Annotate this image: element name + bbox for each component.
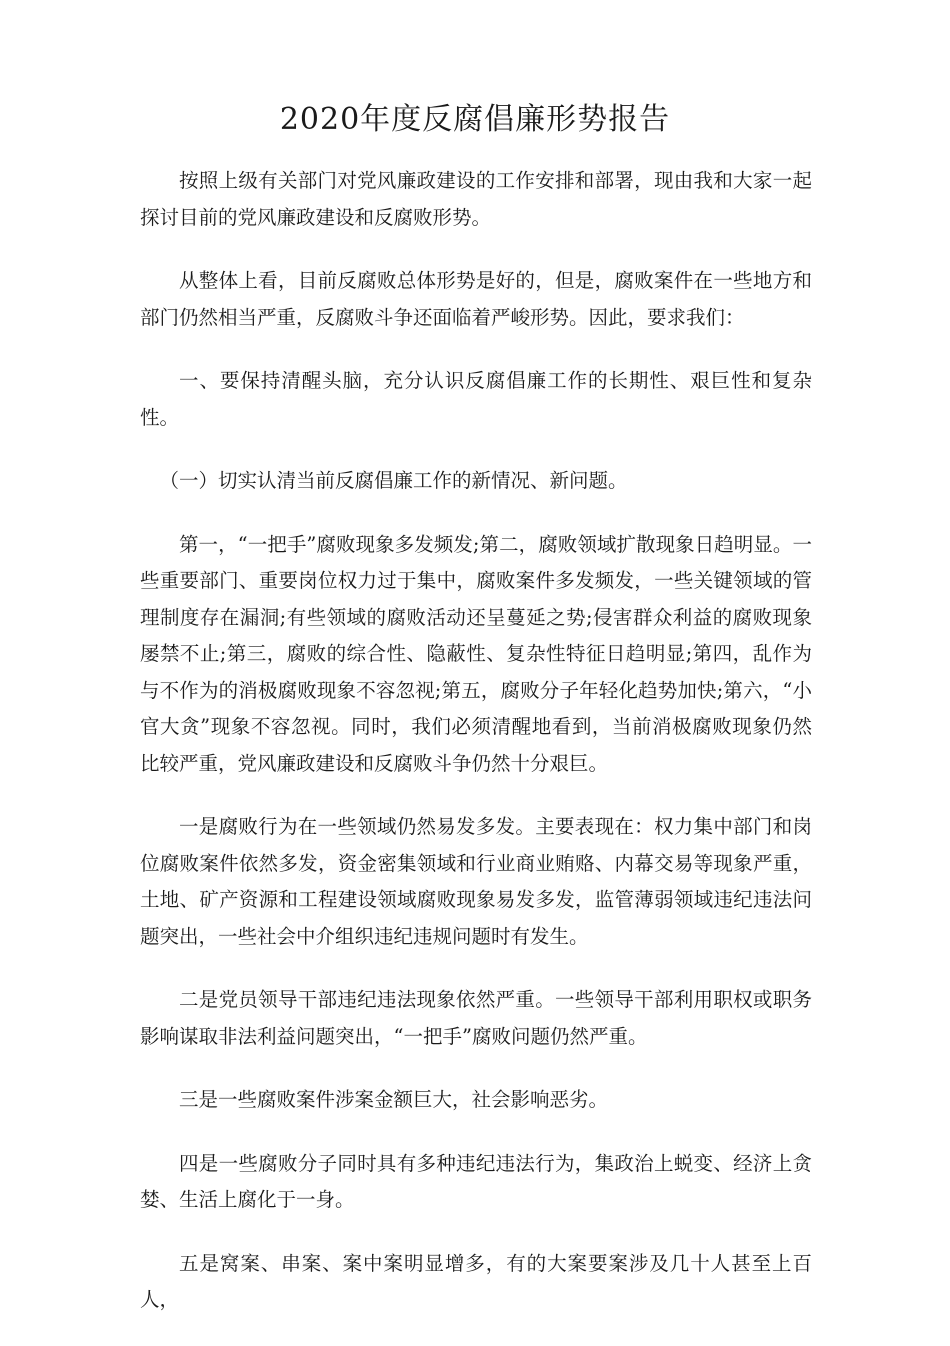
paragraph-point-two: 二是党员领导干部违纪违法现象依然严重。一些领导干部利用职权或职务影响谋取非法利益问题突出，“一把手”腐败问题仍然严重。: [140, 988, 812, 1048]
paragraph-section-one-heading: 一、要保持清醒头脑，充分认识反腐倡廉工作的长期性、艰巨性和复杂性。: [140, 369, 812, 429]
paragraph-new-situations: 第一，“一把手”腐败现象多发频发;第二，腐败领域扩散现象日趋明显。一些重要部门、重要岗位权力过于集中，腐败案件多发频发，一些关键领域的管理制度存在漏洞;有些领域的腐败活动还呈蔓延之势;侵害群众利益的腐败现象屡禁不止;第三，腐败的综合性、隐蔽性、复杂性特征日趋明显;第四，乱作为与不作为的消极腐败现象不容忽视;第五，腐败分子年轻化趋势加快;第六，“小官大贪”现象不容忽视。同时，我们必须清醒地看到，当前消极腐败现象仍然比较严重，党风廉政建设和反腐败斗争仍然十分艰巨。: [140, 532, 812, 775]
paragraph-point-one: 一是腐败行为在一些领域仍然易发多发。主要表现在：权力集中部门和岗位腐败案件依然多发，资金密集领域和行业商业贿赂、内幕交易等现象严重，土地、矿产资源和工程建设领域腐败现象易发多发，监管薄弱领域违纪违法问题突出，一些社会中介组织违纪违规问题时有发生。: [140, 815, 812, 948]
document-body: [140, 163, 812, 1346]
paragraph-point-five: 五是窝案、串案、案中案明显增多，有的大案要案涉及几十人甚至上百人，: [140, 1251, 812, 1311]
paragraph-overall-situation: 从整体上看，目前反腐败总体形势是好的，但是，腐败案件在一些地方和部门仍然相当严重，反腐败斗争还面临着严峻形势。因此，要求我们：: [140, 269, 812, 329]
paragraph-point-three: 三是一些腐败案件涉案金额巨大，社会影响恶劣。: [179, 1088, 609, 1111]
document-title: 2020年度反腐倡廉形势报告: [279, 102, 671, 137]
paragraph-point-four: 四是一些腐败分子同时具有多种违纪违法行为，集政治上蜕变、经济上贪婪、生活上腐化于一身。: [140, 1151, 812, 1211]
paragraph-intro: 按照上级有关部门对党风廉政建设的工作安排和部署，现由我和大家一起探讨目前的党风廉政建设和反腐败形势。: [140, 169, 812, 229]
paragraph-subsection-heading: （一）切实认清当前反腐倡廉工作的新情况、新问题。: [159, 469, 628, 492]
